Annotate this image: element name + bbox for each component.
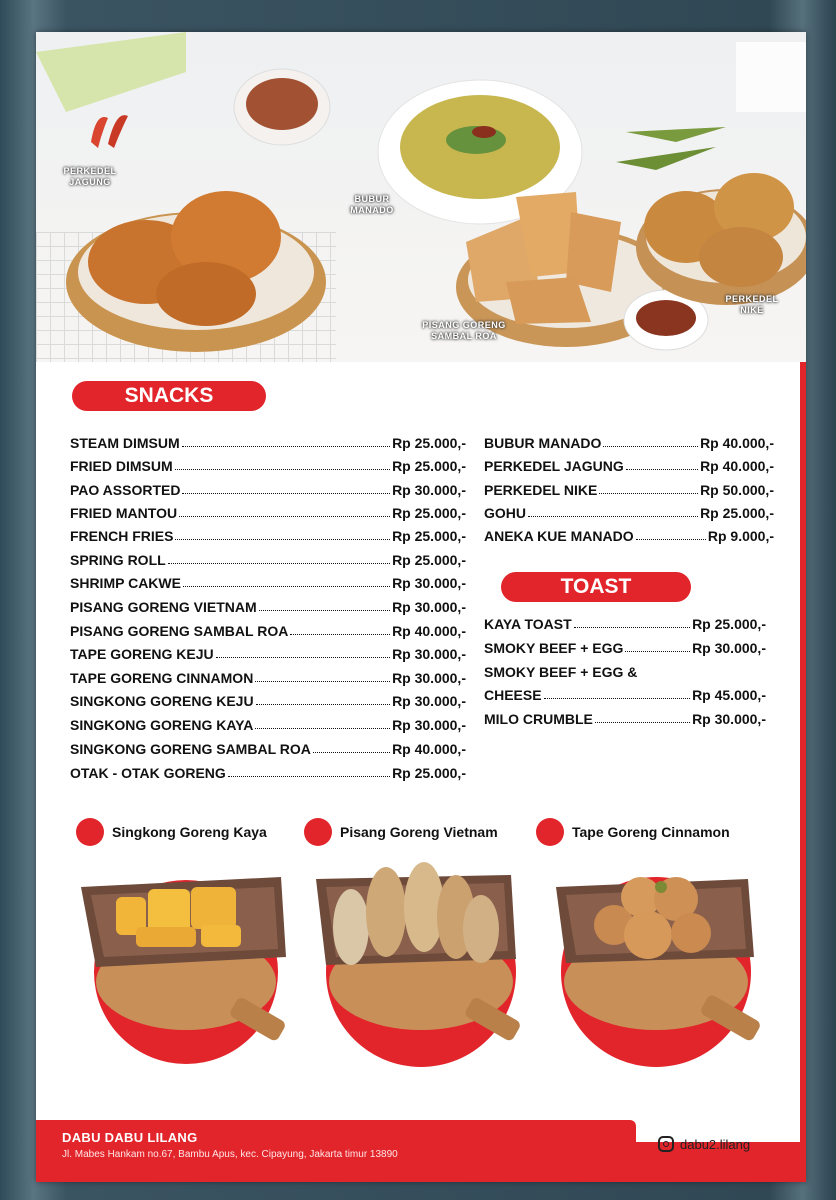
menu-item xyxy=(70,452,466,474)
instagram-handle[interactable] xyxy=(658,1136,750,1152)
dot-leader xyxy=(183,586,390,587)
item-name: PISANG GORENG SAMBAL ROA xyxy=(70,623,289,639)
menu-page xyxy=(36,32,806,1182)
item-price: Rp 30.000,- xyxy=(392,670,466,686)
menu-item xyxy=(484,681,766,703)
item-price: Rp 30.000,- xyxy=(392,482,466,498)
item-price: Rp 30.000,- xyxy=(392,599,466,615)
menu-item xyxy=(484,522,774,544)
photo-label-perkedel-jagung: PERKEDEL JAGUNG xyxy=(63,166,117,187)
item-name: OTAK - OTAK GORENG xyxy=(70,765,226,781)
item-price: Rp 30.000,- xyxy=(692,640,766,656)
item-name: SINGKONG GORENG KAYA xyxy=(70,717,254,733)
dot-leader xyxy=(574,627,690,628)
dot-leader xyxy=(182,446,390,447)
item-price: Rp 25.000,- xyxy=(392,528,466,544)
menu-item xyxy=(484,499,774,521)
dot-leader xyxy=(259,610,390,611)
item-price: Rp 30.000,- xyxy=(392,575,466,591)
item-name: FRIED MANTOU xyxy=(70,505,178,521)
featured-label-tape: Tape Goreng Cinnamon xyxy=(572,824,730,840)
dot-leader xyxy=(626,469,698,470)
item-price: Rp 25.000,- xyxy=(700,505,774,521)
section-title-snacks: SNACKS xyxy=(72,381,266,411)
item-price: Rp 50.000,- xyxy=(700,482,774,498)
item-price: Rp 25.000,- xyxy=(392,435,466,451)
menu-item xyxy=(484,705,766,727)
dot-leader xyxy=(255,728,390,729)
item-price: Rp 25.000,- xyxy=(692,616,766,632)
item-name: PERKEDEL NIKE xyxy=(484,482,598,498)
featured-label-singkong: Singkong Goreng Kaya xyxy=(112,824,267,840)
menu-item xyxy=(70,617,466,639)
menu-item xyxy=(70,569,466,591)
featured-dishes xyxy=(36,857,806,1077)
item-price: Rp 40.000,- xyxy=(700,458,774,474)
item-name: CHEESE xyxy=(484,687,542,703)
dot-leader xyxy=(256,704,390,705)
item-price: Rp 25.000,- xyxy=(392,505,466,521)
menu-item xyxy=(70,593,466,615)
item-name: TAPE GORENG CINNAMON xyxy=(70,670,254,686)
dot-leader xyxy=(216,657,390,658)
item-name: ANEKA KUE MANADO xyxy=(484,528,634,544)
menu-item xyxy=(70,711,466,733)
item-name: SMOKY BEEF + EGG xyxy=(484,640,624,656)
item-name: SMOKY BEEF + EGG & xyxy=(484,664,638,680)
menu-item xyxy=(70,664,466,686)
item-name: SINGKONG GORENG SAMBAL ROA xyxy=(70,741,311,757)
item-price: Rp 30.000,- xyxy=(392,646,466,662)
item-name: FRENCH FRIES xyxy=(70,528,174,544)
instagram-text: dabu2.lilang xyxy=(680,1136,751,1152)
photo-label-pisang-goreng-sambal-roa: PISANG GORENG SAMBAL ROA xyxy=(422,320,506,341)
dot-leader xyxy=(544,698,690,699)
item-name: STEAM DIMSUM xyxy=(70,435,180,451)
dot-leader xyxy=(175,539,390,540)
dot-leader xyxy=(168,563,390,564)
menu-item xyxy=(70,687,466,709)
item-price: Rp 30.000,- xyxy=(392,693,466,709)
menu-item-line xyxy=(484,658,766,680)
dot-leader xyxy=(175,469,390,470)
featured-label-pisang: Pisang Goreng Vietnam xyxy=(340,824,498,840)
item-name: PERKEDEL JAGUNG xyxy=(484,458,624,474)
item-name: SPRING ROLL xyxy=(70,552,166,568)
section-title-toast: TOAST xyxy=(501,572,691,602)
menu-item xyxy=(70,759,466,781)
item-price: Rp 45.000,- xyxy=(692,687,766,703)
item-price: Rp 40.000,- xyxy=(392,623,466,639)
item-price: Rp 40.000,- xyxy=(392,741,466,757)
photo-label-bubur-manado: BUBUR MANADO xyxy=(350,194,394,215)
menu-item xyxy=(484,452,774,474)
item-name: GOHU xyxy=(484,505,526,521)
item-name: KAYA TOAST xyxy=(484,616,572,632)
menu-item xyxy=(70,640,466,662)
menu-item xyxy=(484,429,774,451)
dot-leader xyxy=(599,493,698,494)
address: Jl. Mabes Hankam no.67, Bambu Apus, kec. Cipayung, Jakarta timur 13890 xyxy=(62,1149,398,1160)
item-price: Rp 25.000,- xyxy=(392,552,466,568)
menu-item xyxy=(70,735,466,757)
dot-leader xyxy=(313,752,390,753)
item-name: MILO CRUMBLE xyxy=(484,711,593,727)
item-name: SHRIMP CAKWE xyxy=(70,575,181,591)
bullet-dot-icon xyxy=(304,818,332,846)
dot-leader xyxy=(528,516,698,517)
menu-item xyxy=(484,634,766,656)
menu-item xyxy=(70,429,466,451)
bullet-dot-icon xyxy=(76,818,104,846)
item-name: SINGKONG GORENG KEJU xyxy=(70,693,254,709)
menu-item xyxy=(70,499,466,521)
brand-name: DABU DABU LILANG xyxy=(62,1130,198,1145)
menu-item xyxy=(70,546,466,568)
item-price: Rp 40.000,- xyxy=(700,435,774,451)
item-price: Rp 25.000,- xyxy=(392,458,466,474)
dot-leader xyxy=(290,634,390,635)
dot-leader xyxy=(595,722,690,723)
dot-leader xyxy=(179,516,390,517)
item-name: TAPE GORENG KEJU xyxy=(70,646,214,662)
menu-item xyxy=(70,522,466,544)
item-name: PISANG GORENG VIETNAM xyxy=(70,599,257,615)
item-price: Rp 9.000,- xyxy=(707,528,774,544)
dot-leader xyxy=(255,681,390,682)
dot-leader xyxy=(636,539,706,540)
item-name: BUBUR MANADO xyxy=(484,435,602,451)
photo-label-perkedel-nike: PERKEDEL NIKE xyxy=(725,294,779,315)
dot-leader xyxy=(625,651,690,652)
item-name: PAO ASSORTED xyxy=(70,482,181,498)
item-price: Rp 30.000,- xyxy=(692,711,766,727)
dot-leader xyxy=(182,493,390,494)
food-illustration xyxy=(36,32,806,362)
menu-item xyxy=(484,610,766,632)
menu-item xyxy=(484,476,774,498)
dot-leader xyxy=(603,446,698,447)
menu-item xyxy=(70,476,466,498)
dot-leader xyxy=(228,776,390,777)
instagram-icon xyxy=(658,1136,674,1152)
bullet-dot-icon xyxy=(536,818,564,846)
item-name: FRIED DIMSUM xyxy=(70,458,173,474)
food-photo-banner xyxy=(36,32,806,362)
item-price: Rp 25.000,- xyxy=(392,765,466,781)
item-price: Rp 30.000,- xyxy=(392,717,466,733)
